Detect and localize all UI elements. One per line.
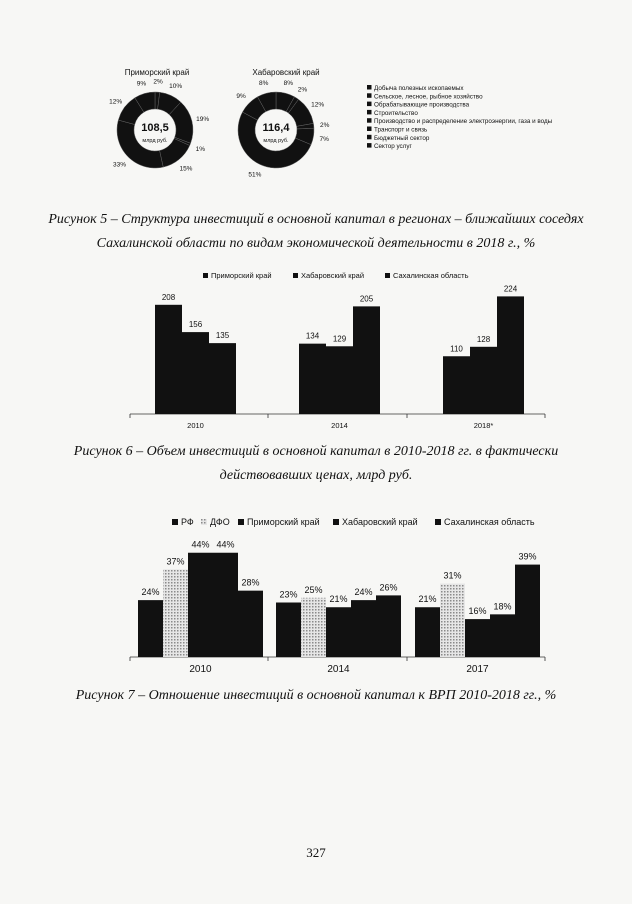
figure7-bar-2010-5	[238, 591, 263, 657]
figure7-value-label: 31%	[443, 570, 462, 581]
figure7-legend-swatch-2	[201, 519, 207, 525]
figure7-legend-item-1: РФ	[181, 517, 194, 527]
figure7-value-label: 26%	[379, 582, 398, 593]
figure7-category-label: 2014	[327, 664, 350, 675]
figure7-caption: Рисунок 7 – Отношение инвестиций в основной капитал к ВРП 2010-2018 гг., %	[75, 688, 557, 703]
figure7-category-label: 2010	[189, 664, 212, 675]
figure6-value-label: 208	[161, 292, 176, 302]
figure7-value-label: 23%	[279, 589, 298, 600]
figure7-value-label: 18%	[493, 601, 512, 612]
donut-1-center-unit: млрд руб.	[142, 138, 168, 144]
figure7-legend-swatch-4	[333, 519, 339, 525]
figure6-value-label: 110	[450, 344, 463, 354]
figure7-bar-2017-3	[465, 619, 490, 657]
figure5-legend-swatch-4	[367, 110, 372, 115]
figure7-bar-2017-5	[515, 565, 540, 657]
figure5-chart	[0, 55, 632, 195]
figure7-legend-swatch-5	[435, 519, 441, 525]
figure6-value-label: 205	[359, 294, 374, 304]
donut-2-label-5: 7%	[319, 136, 329, 144]
figure6-bar-2010-2	[182, 332, 209, 414]
donut-2-center-value: 116,4	[262, 122, 290, 134]
figure5-legend-item-3: Обрабатывающие производства	[374, 101, 470, 109]
donut-1-label-6: 33%	[113, 161, 127, 169]
figure7-value-label: 21%	[329, 594, 348, 605]
figure6-category-label: 2018*	[473, 421, 494, 430]
figure7-bar-2010-1	[138, 600, 163, 657]
figure7-legend-item-2: ДФО	[210, 517, 230, 527]
figure6-legend-swatch-3	[385, 273, 390, 278]
figure7-value-label: 24%	[141, 587, 160, 598]
page-number: 327	[306, 845, 326, 860]
figure7-value-label: 28%	[241, 577, 260, 588]
donut-2-label-1: 8%	[283, 80, 294, 88]
figure5-legend-item-6: Транспорт и связь	[374, 126, 428, 134]
figure7-bar-2014-2	[301, 598, 326, 657]
figure6-bar-2018-2	[470, 347, 497, 414]
figure7-bar-2017-2	[440, 584, 465, 657]
figure6-caption-line1: Рисунок 6 – Объем инвестиций в основной капитал в 2010-2018 гг. в фактически	[73, 444, 559, 459]
donut-2-label-6: 51%	[248, 171, 262, 179]
figure5-caption	[0, 208, 632, 256]
figure7-bar-2017-4	[490, 614, 515, 657]
figure5-legend	[367, 84, 553, 150]
figure5-legend-swatch-7	[367, 135, 372, 140]
donut-1-label-3: 19%	[196, 116, 210, 124]
figure6-value-label: 128	[476, 334, 491, 344]
figure7-bar-2014-4	[351, 600, 376, 657]
figure5-legend-item-7: Бюджетный сектор	[374, 134, 430, 142]
figure6-chart	[0, 262, 632, 442]
figure6-value-label: 134	[305, 331, 320, 341]
figure6-legend-item-3: Сахалинская область	[393, 271, 469, 280]
figure6-category-label: 2014	[331, 421, 348, 430]
donut-2-label-7: 9%	[236, 93, 246, 101]
figure5-legend-swatch-3	[367, 102, 372, 107]
donut-2-title: Хабаровский край	[252, 68, 320, 77]
figure7-bar-2014-5	[376, 595, 401, 657]
figure6-bar-2014-1	[299, 344, 326, 414]
figure5-legend-item-2: Сельское, лесное, рыбное хозяйство	[374, 93, 483, 101]
donut-1-title: Приморский край	[124, 68, 190, 77]
figure7-legend-swatch-1	[172, 519, 178, 525]
figure5-legend-swatch-2	[367, 93, 372, 98]
figure6-caption-line2: действовавших ценах, млрд руб.	[219, 468, 413, 483]
figure7-bar-2010-3	[188, 553, 213, 657]
figure7-value-label: 37%	[166, 556, 185, 567]
donut-1-label-8: 9%	[136, 80, 147, 88]
figure6-legend-item-1: Приморский край	[211, 271, 272, 280]
figure5-caption-line2: Сахалинской области по видам экономической деятельности в 2018 г., %	[96, 236, 536, 251]
figure5-legend-swatch-5	[367, 118, 372, 123]
figure7-value-label: 25%	[304, 584, 323, 595]
figure6-bars	[130, 284, 545, 430]
figure6-bar-2018-1	[443, 356, 470, 414]
figure7-value-label: 21%	[418, 594, 437, 605]
figure7-value-label: 44%	[216, 539, 235, 550]
figure7-bar-2014-1	[276, 603, 301, 658]
donut-2-center-unit: млрд руб.	[263, 138, 289, 144]
figure6-value-label: 135	[215, 331, 230, 341]
figure7-value-label: 16%	[468, 606, 487, 617]
figure5-legend-swatch-6	[367, 127, 372, 132]
donut-1-label-7: 12%	[109, 98, 123, 106]
figure7-bars	[130, 540, 545, 675]
figure6-caption	[0, 440, 632, 488]
figure7-legend-swatch-3	[238, 519, 244, 525]
figure5-caption-line1: Рисунок 5 – Структура инвестиций в основной капитал в регионах – ближайших соседях	[48, 212, 584, 227]
figure5-legend-swatch-8	[367, 143, 372, 148]
figure5-legend-item-4: Строительство	[374, 109, 418, 117]
figure5-legend-item-1: Добыча полезных ископаемых	[374, 85, 464, 92]
figure7-legend-item-5: Сахалинская область	[444, 517, 535, 527]
figure7-value-label: 44%	[191, 539, 210, 550]
donut-1-label-4: 1%	[195, 146, 206, 154]
figure7-legend	[172, 517, 535, 527]
figure6-value-label: 224	[503, 284, 518, 294]
donut-1-label-1: 2%	[153, 78, 163, 86]
figure6-legend-swatch-1	[203, 273, 208, 278]
donut-2-label-4: 2%	[319, 122, 330, 130]
figure6-category-label: 2010	[187, 421, 204, 430]
donut-1-label-2: 10%	[169, 83, 183, 91]
donut-1-label-5: 15%	[179, 165, 193, 173]
donut-2-label-2: 2%	[297, 86, 308, 94]
figure7-bar-2017-1	[415, 607, 440, 657]
figure7-category-label: 2017	[466, 664, 489, 675]
figure5-legend-item-8: Сектор услуг	[374, 143, 412, 151]
figure6-bar-2014-3	[353, 306, 380, 414]
figure6-bar-2010-3	[209, 343, 236, 414]
figure6-value-label: 156	[188, 320, 203, 330]
figure5-legend-swatch-1	[367, 85, 372, 90]
figure7-legend-item-3: Приморский край	[247, 517, 320, 527]
figure7-bar-2010-4	[213, 553, 238, 657]
figure7-legend-item-4: Хабаровский край	[342, 517, 418, 527]
figure7-bar-2014-3	[326, 607, 351, 657]
figure5-legend-item-5: Производство и распределение электроэнергии, газа и воды	[374, 118, 553, 126]
figure6-bar-2014-2	[326, 346, 353, 414]
donut-2-label-3: 12%	[311, 101, 325, 109]
figure7-value-label: 24%	[354, 587, 373, 598]
figure6-legend	[203, 271, 469, 280]
figure6-value-label: 129	[332, 334, 347, 344]
figure7-bar-2010-2	[163, 569, 188, 657]
figure6-bar-2010-1	[155, 305, 182, 414]
donut-2-label-8: 8%	[258, 80, 269, 88]
figure7-chart	[0, 510, 632, 680]
figure6-legend-swatch-2	[293, 273, 298, 278]
figure6-bar-2018-3	[497, 296, 524, 414]
figure6-legend-item-2: Хабаровский край	[301, 271, 365, 280]
donut-1-center-value: 108,5	[141, 122, 169, 134]
figure7-value-label: 39%	[518, 551, 537, 562]
